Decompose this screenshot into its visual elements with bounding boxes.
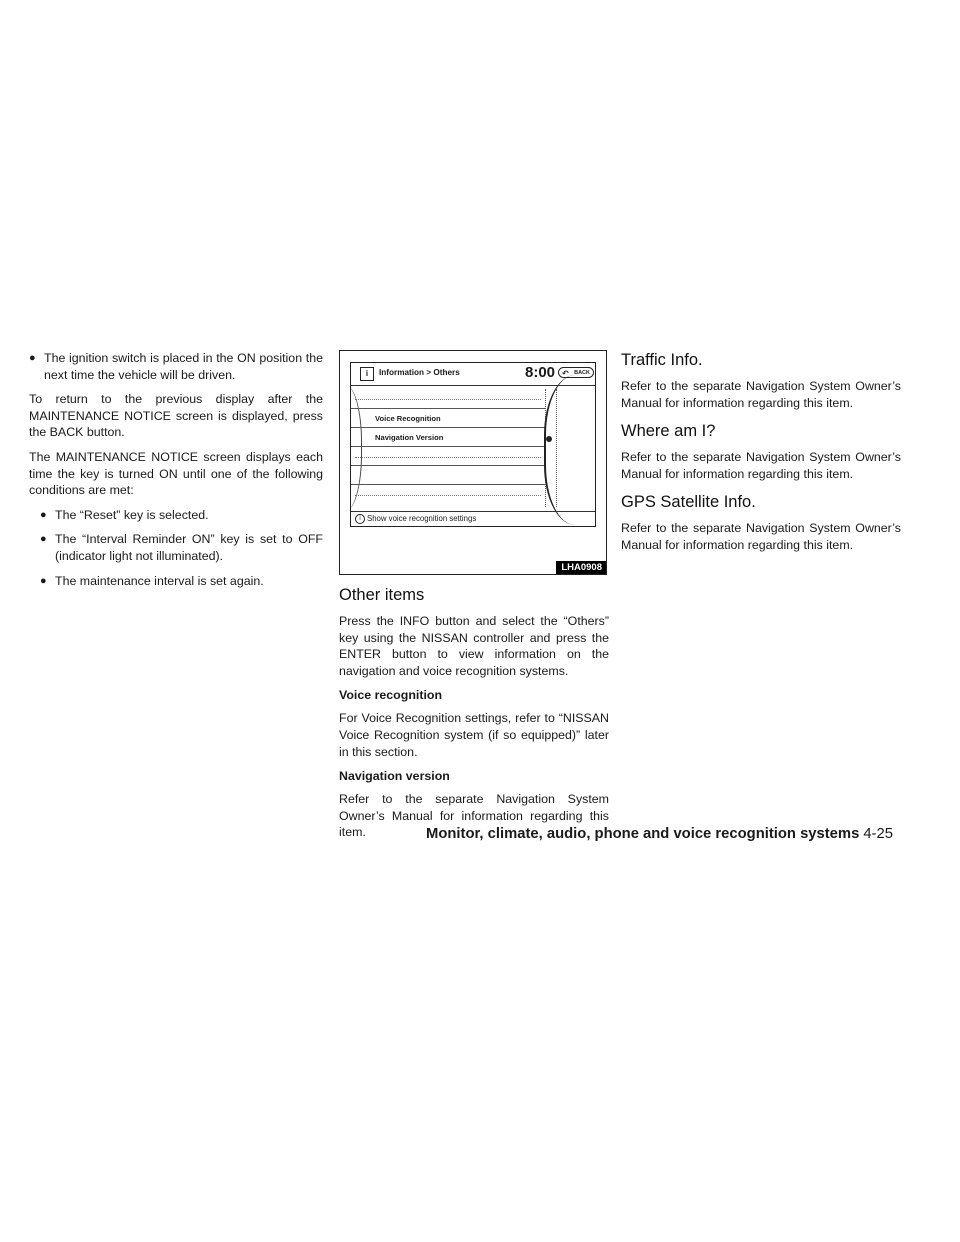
info-icon: i (360, 367, 374, 381)
paragraph: Refer to the separate Navigation System Owner’s Manual for information regarding this item. (621, 450, 901, 481)
dotted-line (355, 457, 541, 458)
dotted-line (355, 495, 541, 496)
status-text: Show voice recognition settings (367, 514, 477, 523)
menu-row-empty (351, 466, 545, 485)
page-number: 4-25 (863, 826, 893, 842)
paragraph: Press the INFO button and select the “Others” key using the NISSAN controller and press the ENTER button to view information on the navigation and voice recognition systems. (339, 614, 609, 678)
section-heading: Other items (339, 586, 425, 604)
display-screen (350, 362, 596, 527)
paragraph: For Voice Recognition settings, refer to “NISSAN Voice Recognition system (if so equipped)” later in this section. (339, 711, 609, 759)
clock: 8:00 (525, 364, 556, 381)
paragraph: Refer to the separate Navigation System Owner’s Manual for information regarding this item. (621, 521, 901, 552)
bullet-icon: ● (29, 352, 36, 364)
paragraph: Refer to the separate Navigation System Owner’s Manual for information regarding this item. (621, 379, 901, 410)
info-circle-icon: i (355, 514, 365, 524)
bullet-item (29, 350, 323, 383)
bullet-text: The ignition switch is placed in the ON position the next time the vehicle will be driven. (44, 351, 323, 382)
section-heading: GPS Satellite Info. (621, 493, 756, 512)
bullet-text: The “Reset” key is selected. (55, 507, 209, 522)
bullet-item (40, 531, 323, 564)
bullet-icon: ● (40, 533, 47, 546)
middle-column (339, 350, 609, 849)
page-footer (426, 826, 893, 842)
right-column (621, 350, 901, 562)
left-column (29, 350, 323, 597)
bullet-item (40, 573, 323, 590)
paragraph: Refer to the separate Navigation System Owner’s Manual for information regarding this item. (339, 792, 609, 840)
bullet-icon: ● (40, 508, 47, 521)
breadcrumb: Information > Others (379, 368, 460, 377)
status-bar (351, 511, 595, 526)
sub-heading: Voice recognition (339, 688, 443, 703)
paragraph: The MAINTENANCE NOTICE screen displays each time the key is turned ON until one of the following conditions are met: (29, 449, 323, 498)
menu-item-navigation-version: Navigation Version (351, 428, 545, 447)
bullet-text: The maintenance interval is set again. (55, 573, 264, 588)
figure-code: LHA0908 (556, 561, 606, 574)
sub-heading: Navigation version (339, 769, 450, 784)
section-heading: Traffic Info. (621, 351, 703, 369)
screen-illustration (339, 350, 607, 575)
bullet-text: The “Interval Reminder ON” key is set to OFF (indicator light not illuminated). (55, 532, 323, 563)
footer-section-title: Monitor, climate, audio, phone and voice recognition systems (426, 826, 860, 842)
section-heading: Where am I? (621, 422, 716, 441)
dotted-line (355, 399, 541, 400)
menu-item-voice-recognition: Voice Recognition (351, 409, 545, 428)
screen-curve-right (544, 375, 596, 525)
back-arrow-icon: ↶ (562, 369, 569, 378)
back-label: BACK (574, 370, 590, 376)
bullet-item (40, 507, 323, 524)
paragraph: To return to the previous display after the MAINTENANCE NOTICE screen is displayed, press the BACK button. (29, 392, 323, 440)
bullet-icon: ● (40, 574, 47, 587)
